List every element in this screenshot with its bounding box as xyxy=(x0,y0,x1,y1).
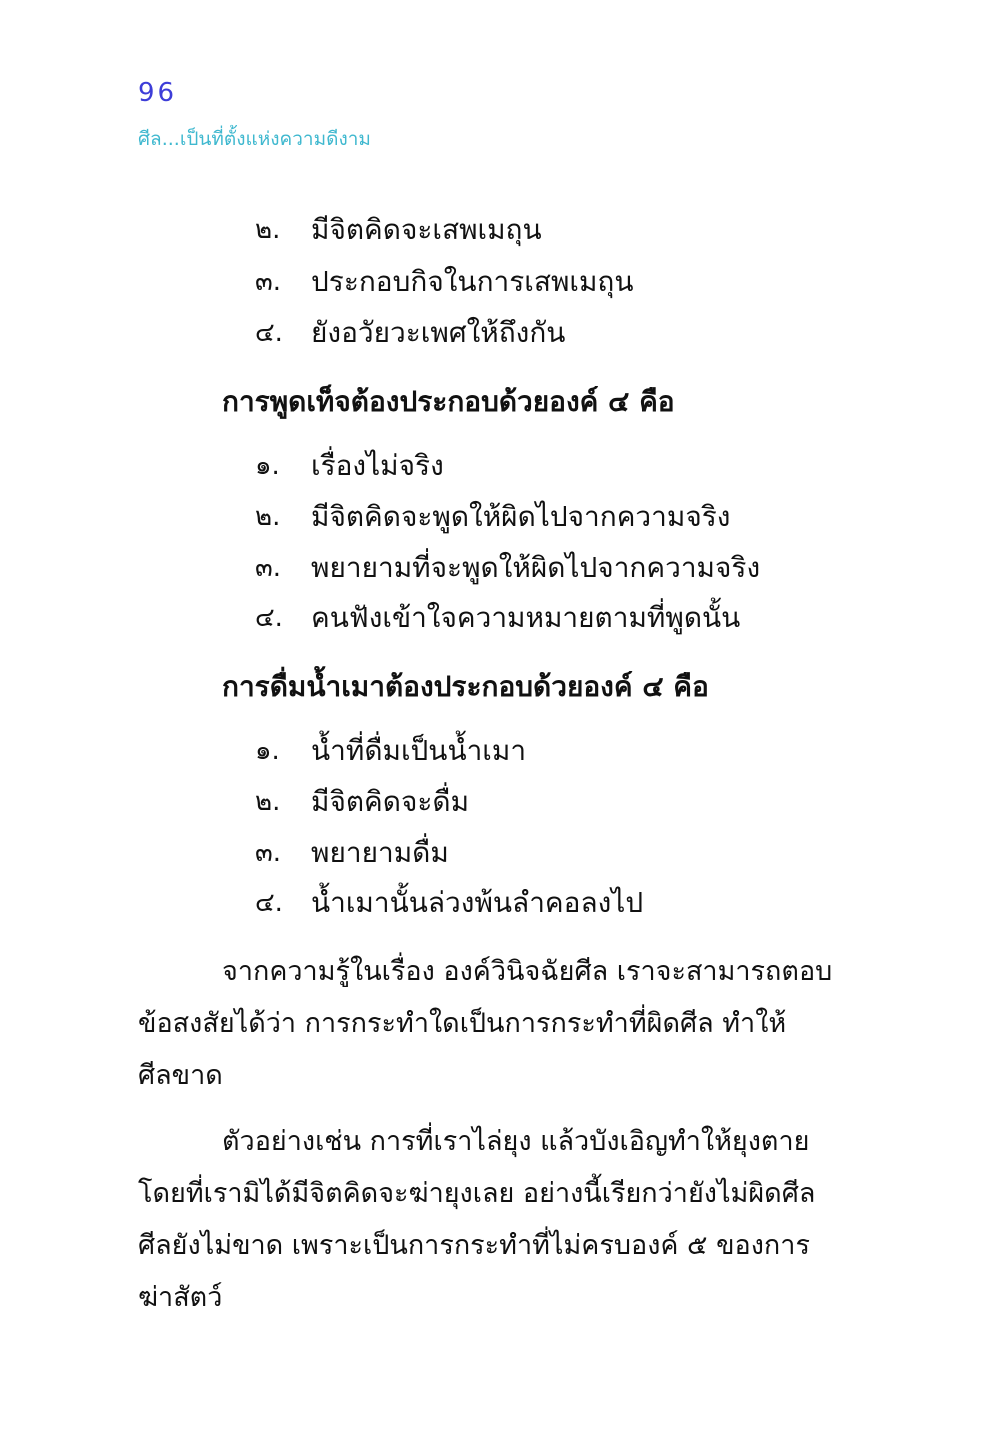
paragraph-line: โดยที่เรามิได้มีจิตคิดจะฆ่ายุงเลย อย่างนี้เรียกว่ายังไม่ผิดศีล xyxy=(138,1178,816,1209)
list-item xyxy=(0,731,1000,771)
list-item xyxy=(0,210,1000,250)
heading-lying: การพูดเท็จต้องประกอบด้วยองค์ ๔ คือ xyxy=(222,385,675,418)
paragraph-line: ศีลขาด xyxy=(138,1060,223,1091)
item-number: ๒. xyxy=(255,787,281,817)
item-text: เรื่องไม่จริง xyxy=(311,449,444,482)
list-item xyxy=(0,883,1000,923)
item-text: ยังอวัยวะเพศให้ถึงกัน xyxy=(311,316,566,349)
paragraph-line: จากความรู้ในเรื่อง องค์วินิจฉัยศีล เราจะสามารถตอบ xyxy=(222,956,833,987)
item-number: ๑. xyxy=(255,451,280,481)
item-text: พยายามที่จะพูดให้ผิดไปจากความจริง xyxy=(311,551,761,584)
paragraph-example xyxy=(138,1116,816,1324)
paragraph-line: ศีลยังไม่ขาด เพราะเป็นการกระทำที่ไม่ครบองค์ ๕ ของการ xyxy=(138,1230,810,1261)
item-text: คนฟังเข้าใจความหมายตามที่พูดนั้น xyxy=(311,601,741,634)
item-text: มีจิตคิดจะดื่ม xyxy=(311,785,470,818)
paragraph-conclusion xyxy=(138,946,833,1102)
item-number: ๓. xyxy=(255,838,282,868)
item-number: ๓. xyxy=(255,553,282,583)
item-number: ๒. xyxy=(255,502,281,532)
list-item xyxy=(0,548,1000,588)
item-text: น้ำที่ดื่มเป็นน้ำเมา xyxy=(311,734,527,767)
item-text: พยายามดื่ม xyxy=(311,836,449,869)
item-number: ๔. xyxy=(255,888,283,918)
list-item xyxy=(0,446,1000,486)
item-number: ๔. xyxy=(255,603,283,633)
list-item xyxy=(0,598,1000,638)
list-item xyxy=(0,782,1000,822)
running-title: ศีล...เป็นที่ตั้งแห่งความดีงาม xyxy=(138,128,371,150)
item-number: ๒. xyxy=(255,215,281,245)
list-item xyxy=(0,833,1000,873)
paragraph-line: ข้อสงสัยได้ว่า การกระทำใดเป็นการกระทำที่ผิดศีล ทำให้ xyxy=(138,1008,787,1039)
item-number: ๑. xyxy=(255,736,280,766)
item-text: มีจิตคิดจะเสพเมถุน xyxy=(311,213,542,246)
paragraph-line: ตัวอย่างเช่น การที่เราไล่ยุง แล้วบังเอิญทำให้ยุงตาย xyxy=(222,1126,810,1157)
paragraph-line: ฆ่าสัตว์ xyxy=(138,1282,223,1313)
item-text: ประกอบกิจในการเสพเมถุน xyxy=(311,265,634,298)
list-item xyxy=(0,262,1000,302)
item-text: มีจิตคิดจะพูดให้ผิดไปจากความจริง xyxy=(311,500,731,533)
heading-drinking: การดื่มน้ำเมาต้องประกอบด้วยองค์ ๔ คือ xyxy=(222,670,709,703)
item-text: น้ำเมานั้นล่วงพ้นลำคอลงไป xyxy=(311,886,644,919)
item-number: ๓. xyxy=(255,267,282,297)
list-item xyxy=(0,313,1000,353)
page-number: 96 xyxy=(138,78,178,108)
item-number: ๔. xyxy=(255,318,283,348)
list-item xyxy=(0,497,1000,537)
